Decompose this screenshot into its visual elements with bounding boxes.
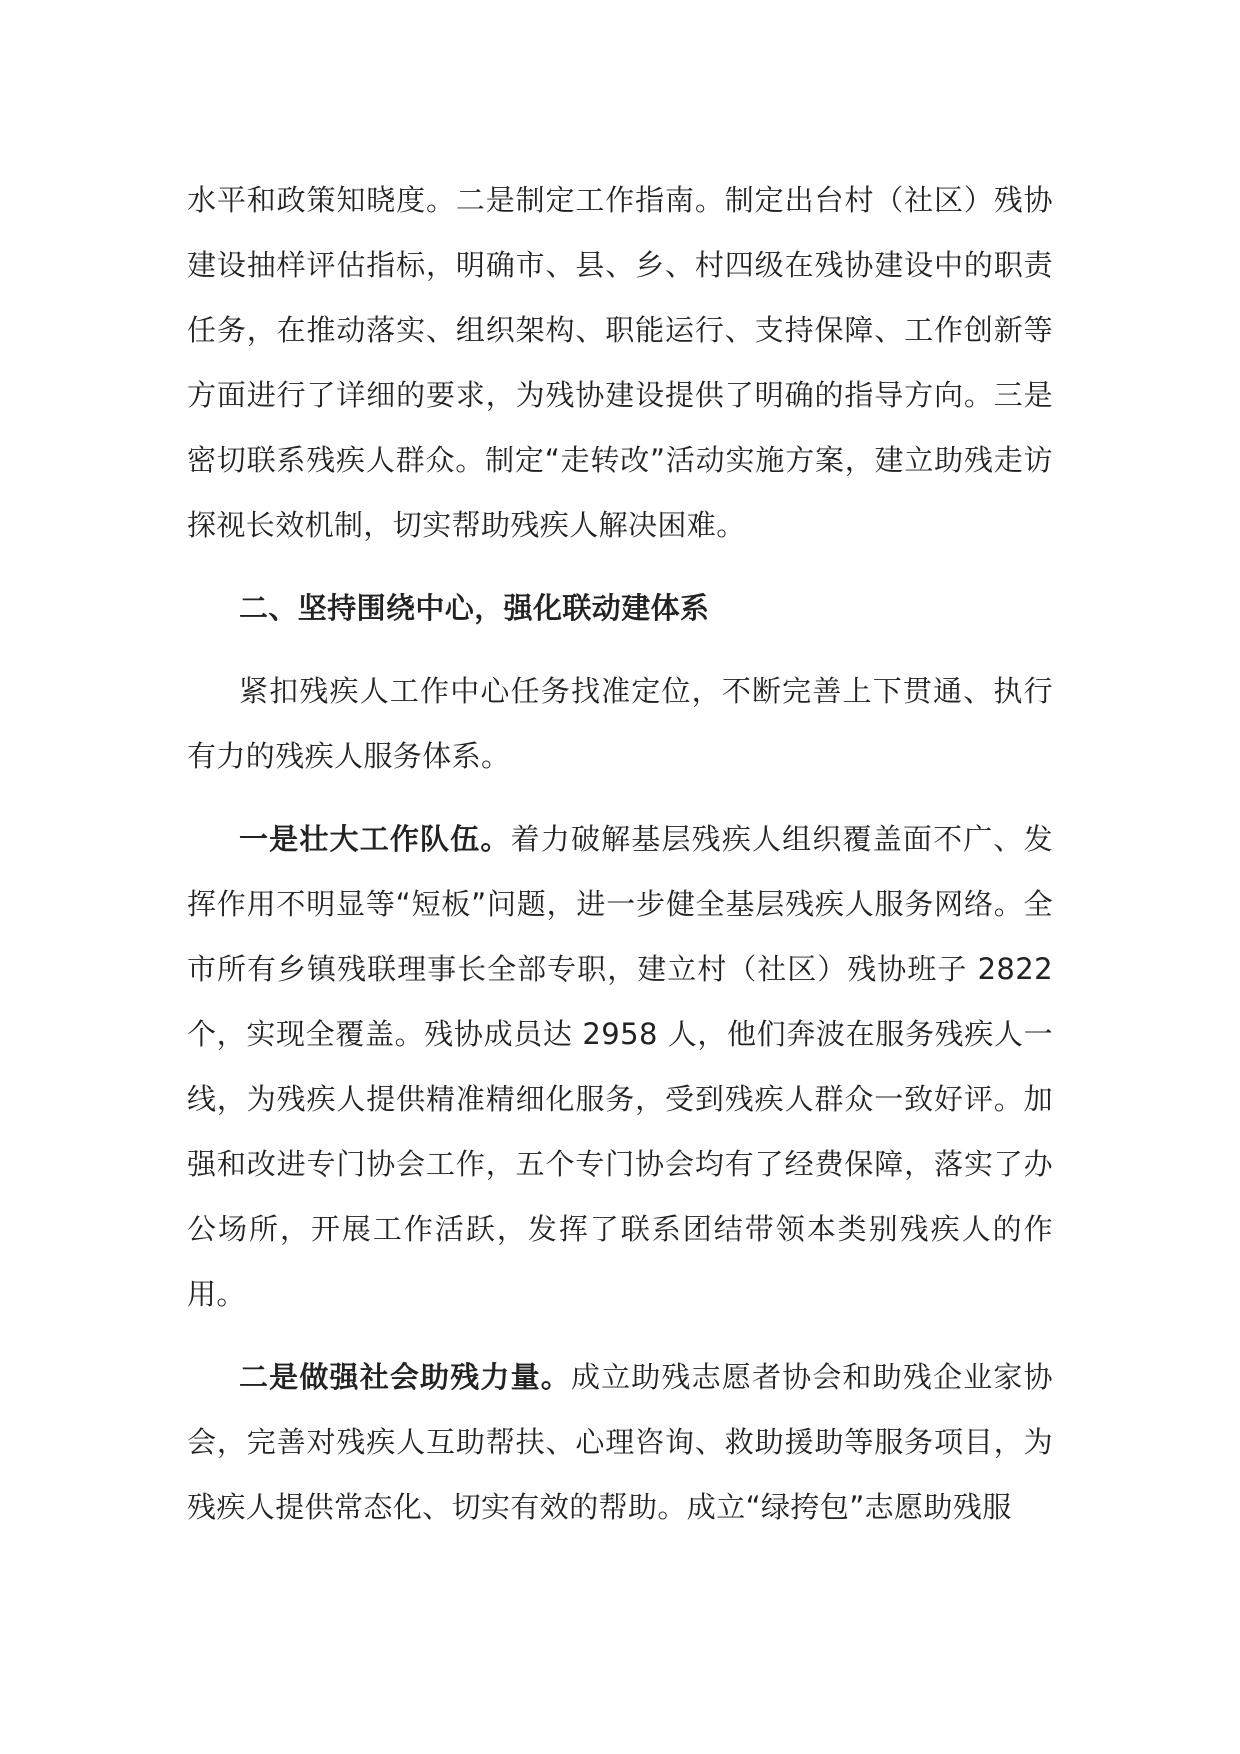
paragraph-text: 水平和政策知晓度。二是制定工作指南。制定出台村（社区）残协建设抽样评估指标，明确市、县、乡、村四级在残协建设中的职责任务，在推动落实、组织架构、职能运行、支持保障、工作创新等方面进行了详细的要求，为残协建设提供了明确的指导方向。三是密切联系残疾人群众。制定“走转改”活动实施方案，建立助残走访探视长效机制，切实帮助残疾人解决困难。: [187, 183, 1053, 542]
paragraph-text: 着力破解基层残疾人组织覆盖面不广、发挥作用不明显等“短板”问题，进一步健全基层残疾人服务网络。全市所有乡镇残联理事长全部专职，建立村（社区）残协班子 2822 个，实现全覆盖。残协成员达 2958 人，他们奔波在服务残疾人一线，为残疾人提供精准精细化服务，受到残疾人群众一致好评。加强和改进专门协会工作，五个专门协会均有了经费保障，落实了办公场所，开展工作活跃，发挥了联系团结带领本类别残疾人的作用。: [187, 822, 1053, 1311]
paragraph-text: 紧扣残疾人工作中心任务找准定位，不断完善上下贯通、执行有力的残疾人服务体系。: [187, 674, 1053, 773]
paragraph-item-2: [187, 1345, 1053, 1540]
paragraph-continuation: [187, 168, 1053, 558]
section-heading-text: 二、坚持围绕中心，强化联动建体系: [239, 591, 710, 625]
paragraph-text: 成立助残志愿者协会和助残企业家协会，完善对残疾人互助帮扶、心理咨询、救助援助等服务项目，为残疾人提供常态化、切实有效的帮助。成立“绿挎包”志愿助残服: [187, 1360, 1054, 1524]
paragraph-item-1: [187, 807, 1053, 1327]
section-heading: [187, 576, 1053, 641]
paragraph-intro: [187, 659, 1053, 789]
paragraph-lead: 二是做强社会助残力量。: [239, 1360, 571, 1394]
paragraph-lead: 一是壮大工作队伍。: [239, 822, 511, 856]
document-page: [187, 168, 1053, 1558]
